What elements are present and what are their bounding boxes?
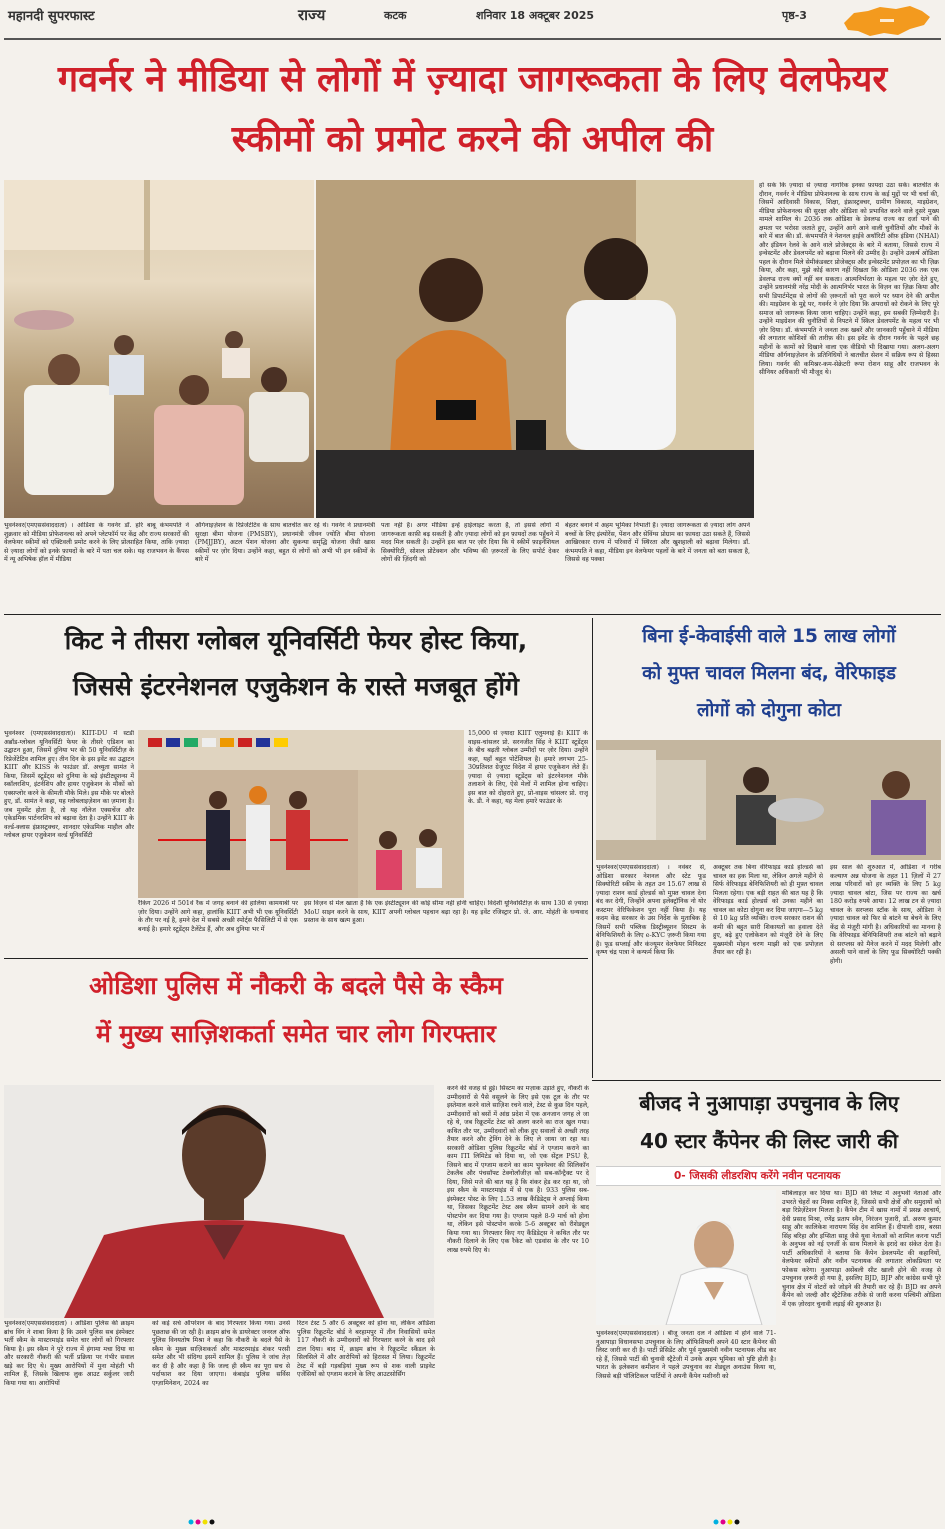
story1-headline-line1: गवर्नर ने मीडिया से लोगों में ज़्यादा जागरूकता के लिए वेलफेयर (57, 59, 888, 100)
story1-photo-governer (316, 180, 754, 518)
story5-headline-line2: 40 स्टार कैंपेनर की लिस्ट जारी की (640, 1129, 898, 1153)
story4-col3: रिटन टेस्ट 5 और 6 अक्टूबर को होना था, लेकिन ओडिशा पुलिस रिक्रूटमेंट बोर्ड ने बरहामपुर में तीन निवासियों समेत 117 नौकरी के उम्मीदवारों को गिरफ्तार करने के बाद इसे टाल दिया। बाद में, क्राइम ब्रांच ने रिक्रूटमेंट स्कैंडल के सिलसिले में और आरोपियों को हिरासत में लिया। रिक्रूटमेंट टेस्ट में बड़ी गड़बड़ियां मुख्य रूप से शक वाली प्राइवेट एजेंसियों को एग्जाम कराने के लिए आउटसोर्सिंग (297, 1320, 435, 1378)
registration-mark-icon (188, 1510, 218, 1516)
story1-col2: ऑर्गनाइज़ेशन के रिप्रेजेंटेटिव के साथ बातचीत कर रहे थे। गवर्नर ने प्रधानमंत्री सुरक्षा बीमा योजना (PMSBY), प्रधानमंत्री जीवन ज्योति बीमा योजना (PMJJBY), अटल पेंशन योजना और सुकन्या समृद्धि योजना जैसी खास स्कीमों पर ज़ोर दिया। उन्होंने कहा, बहुत से लोगों को अभी भी इन स्कीमों के बारे में (195, 522, 375, 563)
story1-col3: पता नहीं है। अगर मीडिया इन्हें हाईलाइट करता है, तो इससे लोगों में जागरूकता काफ़ी बढ़ सकती है और ज़्यादा लोगों को इन फ़ायदों तक पहुँचने में मदद मिल सकती है। उन्होंने इस बात पर ज़ोर दिया कि ये स्कीमें फ़ाइनेंशियल सिक्योरिटी, सोशल प्रोटेक्शन और भविष्य की ज़रूरतों के लिए सपोर्ट देकर लोगों की ज़िंदगी को (381, 522, 559, 563)
story1-photo-audience (4, 180, 314, 518)
story1-right-column: हो सके कि ज़्यादा से ज़्यादा नागरिक इनका फ़ायदा उठा सकें। बातचीत के दौरान, गवर्नर ने मीडिया प्रोफेशनल्स के साथ राज्य के कई मुद्दों पर भी चर्चा की, जिसमें आदिवासी विकास, शिक्षा, इंफ्रास्ट्रक्चर, ग्रामीण विकास, माइग्रेशन, मीडिया प्रोफेशनल्स की सुरक्षा और ओडिशा को प्रभावित करने वाले दूसरे मुख्य मामले शामिल थे। 2036 तक ओडिशा के डेवलप्ड राज्य का दर्जा पाने की क्षमता पर भरोसा जताते हुए, उन्होंने आगे आने वाली चुनौतियों और मौकों के बारे में बात की। डॉ. कंभमपति ने नेशनल हाईवे अथॉरिटी ऑफ़ इंडिया (NHAI) और इंडियन रेलवे के आने वाले प्रोजेक्ट्स के बारे में बताया, जिससे राज्य में इन्वेस्टमेंट और डेवलपमेंट को बढ़ावा मिलने की उम्मीद है। उन्होंने उत्कर्ष ओडिशा पहल के दौरान मिले सेमीकंडक्टर प्रोजेक्ट्स और इन्वेस्टमेंट प्रपोज़ल का भी ज़िक्र किया, और कहा, मुझे कोई कारण नहीं दिखता कि ओडिशा 2036 तक एक डेवलप्ड राज्य क्यों नहीं बन सकता। आत्मनिर्भरता के महत्व पर ज़ोर देते हुए, उन्होंने प्रधानमंत्री नरेंद्र मोदी के आत्मनिर्भर भारत के विज़न का ज़िक्र किया और सभी डिपार्टमेंट्स से लोगों की ज़रूरतों को पूरा करने पर ध्यान देने की अपील की। माइग्रेशन के मुद्दे पर, गवर्नर ने ज़ोर दिया कि अपराधों को रोकने के लिए पूरे समाज को जागरूक किया जाना चाहिए। उन्होंने कहा, हम सबकी ज़िम्मेदारी है। उन्होंने माइग्रेशन की चुनौतियों से निपटने में स्किल डेवलपमेंट के महत्व पर भी ज़ोर दिया। डॉ. कंभमपति ने जनता तक खबरें और जानकारी पहुँचाने में मीडिया की लगातार कोशिशों की तारीफ़ की। इस इवेंट के दौरान गवर्नर के पहले छह महीनों के कामों को दिखाने वाला एक वीडियो भी दिखाया गया। अलग-अलग मीडिया ऑर्गनाइज़ेशन के प्रतिनिधियों ने बातचीत सेशन में सक्रिय रूप से हिस्सा लिया। गवर्नर की कमिश्नर-कम-सेक्रेटरी रूपा रोशन साहू और राजभवन के सीनियर अधिकारी भी मौजूद थे। (759, 182, 939, 376)
paper-name: महानदी सुपरफास्ट (8, 9, 95, 24)
page-number: पृष्ठ-3 (782, 9, 807, 22)
story1-col1: भुवनेश्वर(एमएससंवाददाता) । ओडिशा के गवर्नर डॉ. हरि बाबू कंभमपति ने शुक्रवार को मीडिया प्रोफेशनल्स को अपने प्लेटफॉर्म पर केंद्र और राज्य सरकारों की वेलफेयर स्कीमों को एक्टिवली प्रमोट करने के लिए प्रोत्साहित किया, ताकि ज़्यादा से ज़्यादा लोगों को इनके फ़ायदों के बारे में पता चल सके। यह राजभवन के कैंपस में न्यू अभिषेक हॉल में मीडिया (4, 522, 189, 563)
story5-headline (594, 1084, 944, 1160)
story2-headline (4, 618, 588, 710)
story4-col4: करने की वजह से हुई। सिस्टम का मज़ाक उड़ाते हुए, नौकरी के उम्मीदवारों से पैसे वसूलने के लिए इसे एक टूल के तौर पर इस्तेमाल करने वाले साज़िश रचने वाले, टेस्ट से कुछ दिन पहले, उम्मीदवारों को बसों में आंध्र प्रदेश में एक अनजान जगह ले जा रहे थे, जब रिक्रूटमेंट टेस्ट को अलग करने का राज खुल गया। कथित तौर पर, उम्मीदवारों को लीक हुए सवालों से अच्छी तरह तैयार करने और ट्रेनिंग देने के लिए ले जाया जा रहा था। सरकारी ओडिशा पुलिस रिक्रूटमेंट बोर्ड ने एग्जाम कराने का काम ITI लिमिटेड को दिया था, जो एक सेंट्रल PSU है, जिसने बाद में एग्जाम कराने का काम भुवनेश्वर की सिलिकॉन टेकलैब और पंचसॉफ्ट टेक्नोलॉजीज़ को सब-कॉन्ट्रैक्ट पर दे दिया, जिसे मजे की बात यह है कि शंकर हेड कर रहा था, जो इस स्कैम के मास्टरमाइंड में से एक है। 933 पुलिस सब-इंस्पेक्टर पोस्ट के लिए 1.53 लाख कैंडिडेट्स ने अप्लाई किया था, जिसका रिक्रूटमेंट टेस्ट अब स्कैम सामने आने के बाद पोस्टपोन कर दिया गया है। एग्जाम पहले 8-9 मार्च को होना था, लेकिन इसे पोस्टपोन करके 5-6 अक्टूबर को रीशेड्यूल किया गया था। गिरफ्तार किए गए कैंडिडेट्स ने कथित तौर पर नौकरी दिलाने के लिए एक रैकेट को एडवांस के तौर पर 10 लाख रुपये दिए थे। (447, 1085, 589, 1254)
story4-photo-accused (4, 1085, 434, 1318)
odisha-map-icon (840, 3, 935, 39)
story1-col4: बेहतर बनाने में अहम भूमिका निभाती हैं। ज़्यादा जागरूकता से ज़्यादा लोग अपने बच्चों के लिए इंश्योरेंस, पेंशन और सेविंग्स प्रोग्राम का फ़ायदा उठा सकते हैं, जिससे आखिरकार राज्य में परिवारों में स्थिरता और खुशहाली को बढ़ावा मिलेगा। डॉ. कंभमपति ने कहा, मीडिया इन वेलफेयर पहलों के बारे में जनता को बता सकता है, जिससे वह पक्का (565, 522, 750, 563)
story2-col3: इस विज़न से मेल खाता है कि एक इंस्टीट्यूशन की कोई सीमा नहीं होनी चाहिए। विदेशी यूनिवर्सिटीज़ के साथ 130 से ज़्यादा MoU साइन करने के साथ, KIIT अपनी ग्लोबल पहचान बढ़ा रहा है। यह इवेंट रजिस्ट्रार प्रो. जे. आर. मोहंती के धन्यवाद प्रस्ताव के साथ खत्म हुआ। (304, 900, 588, 924)
story2-photo-fair (138, 730, 464, 898)
section-name: राज्य (298, 6, 326, 24)
story3-col1: भुवनेश्वर(एमएससंवाददाता) । नवंबर से, ओडिशा सरकार नेशनल और स्टेट फूड सिक्योरिटी स्कीम के तहत उन 15.67 लाख से ज़्यादा राशन कार्ड होल्डर्स को मुफ़्त चावल देना बंद कर देगी, जिन्होंने अपना इलेक्ट्रॉनिक नो योर कस्टमर वेरिफिकेशन पूरा नहीं किया है। यह कदम केंद्र सरकार के उस निर्देश के मुताबिक है जिसमें सभी पब्लिक डिस्ट्रीब्यूशन सिस्टम के बेनिफिशियरी के लिए e-KYC ज़रूरी किया गया है। फूड सप्लाई और कंज्यूमर वेलफेयर मिनिस्टर कृष्ण चंद्र पात्रा ने कन्फर्म किया कि (596, 864, 706, 956)
story2-headline-line1: किट ने तीसरा ग्लोबल यूनिवर्सिटी फेयर होस्ट किया, (64, 626, 528, 655)
story3-headline-line1: बिना ई-केवाईसी वाले 15 लाख लोगों (642, 626, 896, 647)
registration-mark-icon (713, 1510, 743, 1516)
story1-headline (0, 50, 945, 170)
story3-photo-rice (596, 740, 941, 860)
story5-top-rule (592, 1080, 941, 1081)
story2-col1: भुवनेश्वर (एमएससंवाददाता)। KIIT-DU में स्टडी अब्रॉड-ग्लोबल यूनिवर्सिटी फेयर के तीसरे एडिशन का उद्घाटन हुआ, जिसमें दुनिया भर की 50 यूनिवर्सिटीज़ के रिप्रेजेंटेटिव शामिल हुए। तीन दिन के इस इवेंट का उद्घाटन KIIT और KISS के फाउंडर डॉ. अच्युता सामंत ने किया, जिसमें स्टूडेंट्स को दुनिया के बड़े इंस्टीट्यूशन्स में स्कॉलरशिप, इंटर्नशिप और हायर एजुकेशन के मौकों को एक्सप्लोर करने के कीमती मौके मिले। इस मौके पर बोलते हुए, डॉ. सामंत ने कहा, यह ग्लोबलाइज़ेशन का ज़माना है। जब मूवमेंट होता है, तो यह नॉलेज एक्सचेंज और एकेडमिक पार्टनरशिप को बढ़ावा देता है। उन्होंने KIIT के वर्ल्ड-क्लास इंफ्रास्ट्रक्चर, शानदार एकेडमिक माहौल और ग्लोबल हायर एजुकेशन वर्ल्ड यूनिवर्सिटी (4, 730, 134, 839)
story4-headline (4, 962, 588, 1058)
story2-headline-line2: जिससे इंटरनेशनल एजुकेशन के रास्ते मजबूत होंगे (72, 672, 520, 701)
story5-subhead: 0- जिसकी लीडरशिप करेंगे नवीन पटनायक (674, 1170, 841, 1182)
story4-headline-line2: में मुख्य साज़िशकर्ता समेत चार लोग गिरफ्तार (96, 1019, 496, 1048)
story4-headline-line1: ओडिशा पुलिस में नौकरी के बदले पैसे के स्कैम (89, 971, 503, 1000)
story5-col1: भुवनेश्वर(एमएससंवाददाता) । बीजू जनता दल ने ओडिशा में होने वाले 71-नुआपाड़ा विधानसभा उपचुनाव के लिए ऑफिशियली अपने 40 स्टार कैंपेनर की लिस्ट जारी कर दी है। पार्टी प्रेसिडेंट और पूर्व मुख्यमंत्री नवीन पटनायक लीड कर रहे हैं, जिससे पार्टी की चुनावी स्ट्रैटेजी में उनके अहम भूमिका को पुष्टि होती है। भारत के इलेक्शन कमीशन ने पहले उपचुनाव का शेड्यूल अनाउंस किया था, जिससे बड़ी पॉलिटिकल पार्टियों ने अपनी कैंपेन मशीनरी को (596, 1330, 776, 1380)
masthead (0, 0, 945, 42)
story1-bottom-rule (4, 614, 941, 615)
story1-headline-line2: स्कीमों को प्रमोट करने की अपील की (231, 119, 714, 160)
story3-headline-line2: को मुफ्त चावल मिलना बंद, वेरिफाइड (642, 663, 896, 684)
story4-col1: भुवनेश्वर(एमएससंवाददाता) । ओडिशा पुलिस की क्राइम ब्रांच विंग ने शाबा किया है कि उसने पुलिस सब इंस्पेक्टर भर्ती स्कैम के मास्टरमाइंड समेत चार लोगों को गिरफ्तार किया है। इस स्कैम ने पूरे राज्य में हंगामा मचा दिया था और सरकारी नौकरी की भर्ती प्रक्रिया पर गंभीर सवाल खड़े कर दिए थे। मुख्य आरोपियों में मुना मोहंती भी शामिल हैं, जिसके खिलाफ लुक आउट सर्कुलर जारी किया गया था। आरोपियों (4, 1320, 134, 1387)
story5-col2: मोबिलाइज़ कर दिया था। BJD की लिस्ट में अनुभवी नेताओं और उभरते चेहरों का मिक्स शामिल है, जिससे सभी क्षेत्रों और समुदायों को बड़ा रिप्रेज़ेंटेशन मिलता है। कैंपेन टीम में खास नामों में प्रसन्न आचार्य, देवी प्रसाद मिश्रा, रणेंद्र प्रताप स्वैन, निरंजन पुजारी, डॉ. अरुण कुमार साहू और कालिकेश नारायण सिंह देव शामिल हैं। दीपाली दास, बरसा सिंह बरिहा और इप्सिता साहू जैसे युवा नेताओं को शामिल करना पार्टी के अनुभव को नई एनर्जी के साथ मिलाने के इरादे का संकेत देता है। पार्टी अधिकारियों ने बताया कि कैंपेन डेवलपमेंट की कहानियों, वेलफेयर स्कीमों और नवीन पटनायक की लगातार लोकप्रियता पर फोकस करेगा। नुआपाड़ा असेंबली सीट खाली होने की वजह से उपचुनाव ज़रूरी हो गया है, इसलिए BJD, BJP और कांग्रेस सभी पूरे चुनाव क्षेत्र में वोटरों को जोड़ने की तैयारी कर रहे हैं। BJD का अपने कैंपेन को जल्दी और स्ट्रैटेजिक तरीके से जारी करना पश्चिमी ओडिशा में एक ज़ोरदार चुनावी लड़ाई की शुरुआत है। (782, 1190, 941, 1308)
story5-subhead-bar (596, 1166, 941, 1186)
story3-headline-line3: लोगों को दोगुना कोटा (696, 700, 842, 721)
story5-photo-leader (596, 1190, 776, 1325)
story2-col2: रैंकिंग 2026 में 501वें रैंक में जगह बनाने की हालिया कामयाबी पर ज़ोर दिया। उन्होंने आगे कहा, हालांकि KIIT अभी भी एक यूनिवर्सिटी के तौर पर नई है, हमने देश में सबसे अच्छी स्पोर्ट्स फैसिलिटी में से एक बनाई है। हमारे स्टूडेंट्स टैलेंटेड हैं, और अब दुनिया भर में (138, 900, 298, 933)
story3-col3: इस साल की शुरुआत में, ओडिशा ने गरीब कल्याण अन्न योजना के तहत 11 ज़िलों में 27 लाख परिवारों को हर व्यक्ति के लिए 5 kg ज़्यादा चावल बांटा, जिस पर राज्य का खर्च 180 करोड़ रुपये आया। 12 लाख टन से ज़्यादा चावल के सरप्लस स्टॉक के साथ, ओडिशा ने ज़्यादा चावल को फिर से बांटने या बेचने के लिए केंद्र से मंज़ूरी मांगी है। अधिकारियों का मानना है कि वेरिफाइड बेनिफिशियरी तक बांटने को बढ़ाने से सरप्लस को मैनेज करने में मदद मिलेगी और असली पाने वालों के लिए फूड सिक्योरिटी पक्की होगी। (830, 864, 941, 965)
story5-headline-line1: बीजद ने नुआपाड़ा उपचुनाव के लिए (639, 1091, 899, 1115)
city-name: कटक (384, 9, 407, 22)
story3-left-rule (592, 618, 593, 1078)
story2-right-column: 15,000 से ज़्यादा KIIT एलुमनाई हैं। KIIT के वाइस-चांसलर प्रो. सरनजीत सिंह ने KIIT स्टूडेंट्स के बीच बढ़ती ग्लोबल उम्मीदों पर ज़ोर दिया। उन्होंने कहा, यहाँ बहुत पोटेंशियल है। हमारे लगभग 25-30प्रतिशत ग्रेजुएट विदेश में हायर एजुकेशन लेते हैं। ज़्यादा से ज़्यादा स्टूडेंट्स को इंटरनेशनल मौके तलाशने के लिए, ऐसे मेलों में शामिल होना चाहिए। इस बात को दोहराते हुए, प्रो-वाइस चांसलर प्रो. राजू के. डी. ने कहा, यह मेला हमारे फाउंडर के (468, 730, 588, 805)
story3-col2: अक्टूबर तक बिना वेरिफाइड कार्ड होल्डर्स को चावल का हक मिला था, लेकिन अगले महीने से सिर्फ वेरिफाइड बेनिफिशियरी को ही मुफ़्त चावल मिलता रहेगा। एक बड़ी राहत की बात यह है कि वेरिफाइड कार्ड होल्डर्स को उनका महीने का चावल का कोटा दोगुना कर दिया जाएगा—5 kg से 10 kg प्रति व्यक्ति। राज्य सरकार राशन की कमी की बहुत सारी शिकायतों का हवाला देते हुए, बढ़े हुए एलोकेशन को मंज़ूरी देने के लिए मुख्यमंत्री मोहन चरण माझी को एक प्रपोज़ल तैयार कर रही है। (713, 864, 823, 956)
issue-date: शनिवार 18 अक्टूबर 2025 (476, 9, 595, 22)
masthead-rule (4, 38, 941, 40)
story3-headline (594, 618, 944, 729)
story2-bottom-rule (4, 958, 588, 959)
story4-col2: को कई सर्च ऑपरेशन के बाद गिरफ्तार किया गया। उनसे पूछताछ की जा रही है। क्राइम ब्रांच के डायरेक्टर जनरल ऑफ पुलिस विनयतोष मिश्रा ने कहा कि नौकरी के बदले पैसे के स्कैम के मुख्य साज़िशकर्ता और मास्टरमाइंड शंकर परसी समेत और भी संदिग्ध इसमें शामिल हैं। पुलिस ने जांच तेज़ कर दी है और कहा है कि जल्द ही स्कैम का पूरा सच से पर्दाफाश कर दिया जाएगा। कंबाइंड पुलिस सर्विस एग्ज़ामिनेशन, 2024 का (152, 1320, 290, 1387)
